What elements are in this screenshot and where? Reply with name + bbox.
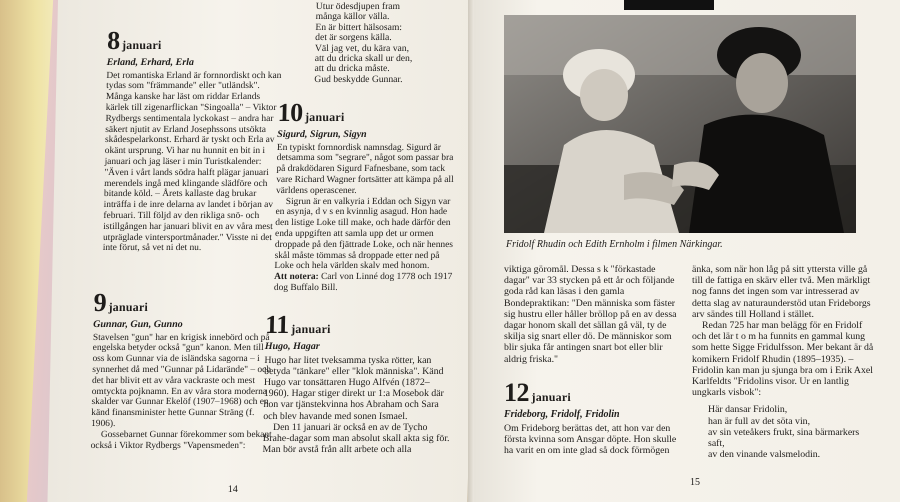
poem-line: Gud beskydde Gunnar. [314, 73, 403, 85]
page-number: 14 [227, 484, 238, 495]
day-number: 12 [504, 378, 529, 407]
entry-text: Om Frideborg berättas det, att hon var den första kvinna som Ansgar döpte. Hon skulle ha varit en om inte glad så dock förmögen [504, 422, 677, 456]
day-number: 11 [264, 310, 290, 339]
name-list: Erland, Erhard, Erla [106, 57, 195, 68]
day-number: 10 [277, 98, 303, 127]
poem-line: Här dansar Fridolin, [708, 404, 788, 416]
name-list: Frideborg, Fridolf, Fridolin [504, 409, 620, 420]
poem-line: många källor välla. [315, 11, 390, 23]
entry-text: viktiga göromål. Dessa s k "förkastade dagar" var 33 stycken på ett år och följande goda råd kan läsas i den gamla Bondepraktikan: "Den människa som fäster sig hustru eller håller bröllop på en av dessa dagar honom skall det sällan gå väl, ty de skilja sig snart eller dö. De människor som blir sjuka får antingen snart bot eller blir aldrig friska." [504, 264, 677, 365]
poem-line: Utur ödesdjupen fram [315, 1, 401, 12]
poem-line: det är sorgens källa. [315, 32, 392, 44]
entry-text: änka, som när hon låg på sitt yttersta ville gå till de fattiga en skärv eller två. Men märkligt nog fanns det ingen som var intresserad av detta slag av naturaunderstöd utan Frideborgs arv sändes till Holland i stället. [692, 264, 871, 320]
month-label: januari [531, 390, 571, 404]
page-number: 15 [690, 477, 700, 488]
poem-top [314, 2, 466, 85]
poem-line: han är full av det söta vin, [708, 415, 811, 427]
day-number: 9 [93, 288, 107, 317]
month-label: januari [291, 322, 331, 336]
note-text: Carl von Linné dog 1778 och 1917 dog Buffalo Bill. [273, 272, 453, 293]
entry-text: Stavelsen "gun" har en krigisk innebörd och på engelska betyder också "gun" kanon. Men till oss kom Gunnar via de isländska sagorna – i synnerhet då med "Gunnar på Lidarände" – och det har blivit ett av våra vackraste och mest omtyckta pojknamn. En av våra stora moderna skalder var Gunnar Ekelöf (1907–1968) och en känd finansminister hette Gunnar Sträng (f. 1906). [91, 332, 272, 429]
poem-line: En är bittert hälsosam: [315, 21, 403, 33]
entry-jan8 [103, 28, 286, 254]
entry-text: Gossebarnet Gunnar förekommer som bekant också i Viktor Rydbergs "Vapensmeden": [90, 429, 272, 451]
entry-jan11 [262, 312, 453, 455]
header-band [624, 0, 714, 10]
entry-text: Sigrun är en valkyria i Eddan och Sigyn var en asynja, d v s en kvinnlig asagud. Hon hade den listige Loke till make, och hade därför den enda uppgiften att samla upp det ur ormen droppade på den fjättrade Loke, och när hennes skål måste tömmas så droppade etter ned på Loke och hela världen skalv med honom. [274, 196, 454, 272]
photo-caption: Fridolf Rhudin och Edith Ernholm i filmen Närkingar. [506, 239, 723, 250]
entry-jan12 [504, 380, 682, 456]
entry-jan9 [91, 290, 276, 451]
name-list: Sigurd, Sigrun, Sigyn [277, 129, 367, 140]
poem-line: Väl jag vet, du kära van, [314, 42, 410, 54]
fridolin-poem [708, 404, 874, 460]
right-page [474, 0, 900, 502]
continued-text-col2 [692, 264, 874, 460]
month-label: januari [304, 110, 345, 124]
poem-line: av sin veteåkers frukt, sina bärmarkers saft, [708, 426, 860, 450]
poem-line: att du dricka måste. [314, 63, 390, 75]
entry-text: En typiskt fornnordisk namnsdag. Sigurd är detsamma som "segrare", något som passar bra på drakdödaren Sigurd Fafnesbane, som tack vare Richard Wagner fortsätter att kämpa på all världens operascener. [275, 142, 454, 196]
entry-text: Den 11 januari är också en av de Tycho Brahe-dagar som man absolut skall akta sig för. Man bör avstå från allt arbete och alla [262, 421, 450, 456]
day-number: 8 [106, 26, 120, 55]
entry-text: Hugo har litet tveksamma tyska rötter, kan betyda "tänkare" eller "klok människa". Känd Hugo var tonsättaren Hugo Alfvén (1872–1960). Hagar stiger direkt ur 1:a Mosebok där hon var tjänstekvinna hos Abraham och Sara och blev havande med sonen Ismael. [263, 354, 444, 422]
entry-jan10 [274, 100, 458, 294]
poem-line: att du dricka skall ur den, [314, 53, 413, 65]
entry-text: Det romantiska Erland är fornnordiskt och kan tydas som "främmande" eller "utländsk". Många kanske har läst om riddar Erlands kärlek till zigenarflickan "Singoalla" – Viktor Rydbergs sentimentala lyckokast – andra har säkert njutit av Erland Josephssons utsökta skådespelarkonst. Erhard är tyskt och Erla av okänt ursprung. Vi har nu hunnit en bit in i januari och jag läser i min Turistkalender: "Även i vårt lands södra halft plägar januari merendels ingå med klingande slädföre och bitande köld. – Årets kallaste dag brukar inträffa i de inre delarna av landet i början av februari. Till följd av den rikliga snö- och istillgången har januari blivit en av våra mest utpräglade vintersportmånader." Visste ni det inte förut, så vet ni det nu. [102, 70, 282, 254]
month-label: januari [121, 38, 162, 52]
continued-text-col1 [504, 264, 682, 365]
month-label: januari [108, 300, 149, 314]
film-photo [504, 15, 856, 233]
name-list: Hugo, Hagar [264, 341, 320, 352]
poem-line: av den vinande valsmelodin. [708, 449, 821, 461]
left-page [47, 0, 478, 502]
photo-image [504, 15, 856, 233]
note-label: Att notera: [274, 272, 319, 283]
entry-text: Redan 725 har man belägg för en Fridolf och det lär t o m ha funnits en gammal kung som hette Sigge Fridulfsson. Mer bekant är då komikern Fridolf Rhudin (1895–1935). – Fridolin kan man ju sjunga bra om i Erik Axel Karlfeldts "Fridolins visor. Ur en lantlig ungkarls visbok": [692, 320, 874, 399]
name-list: Gunnar, Gun, Gunno [93, 319, 183, 330]
